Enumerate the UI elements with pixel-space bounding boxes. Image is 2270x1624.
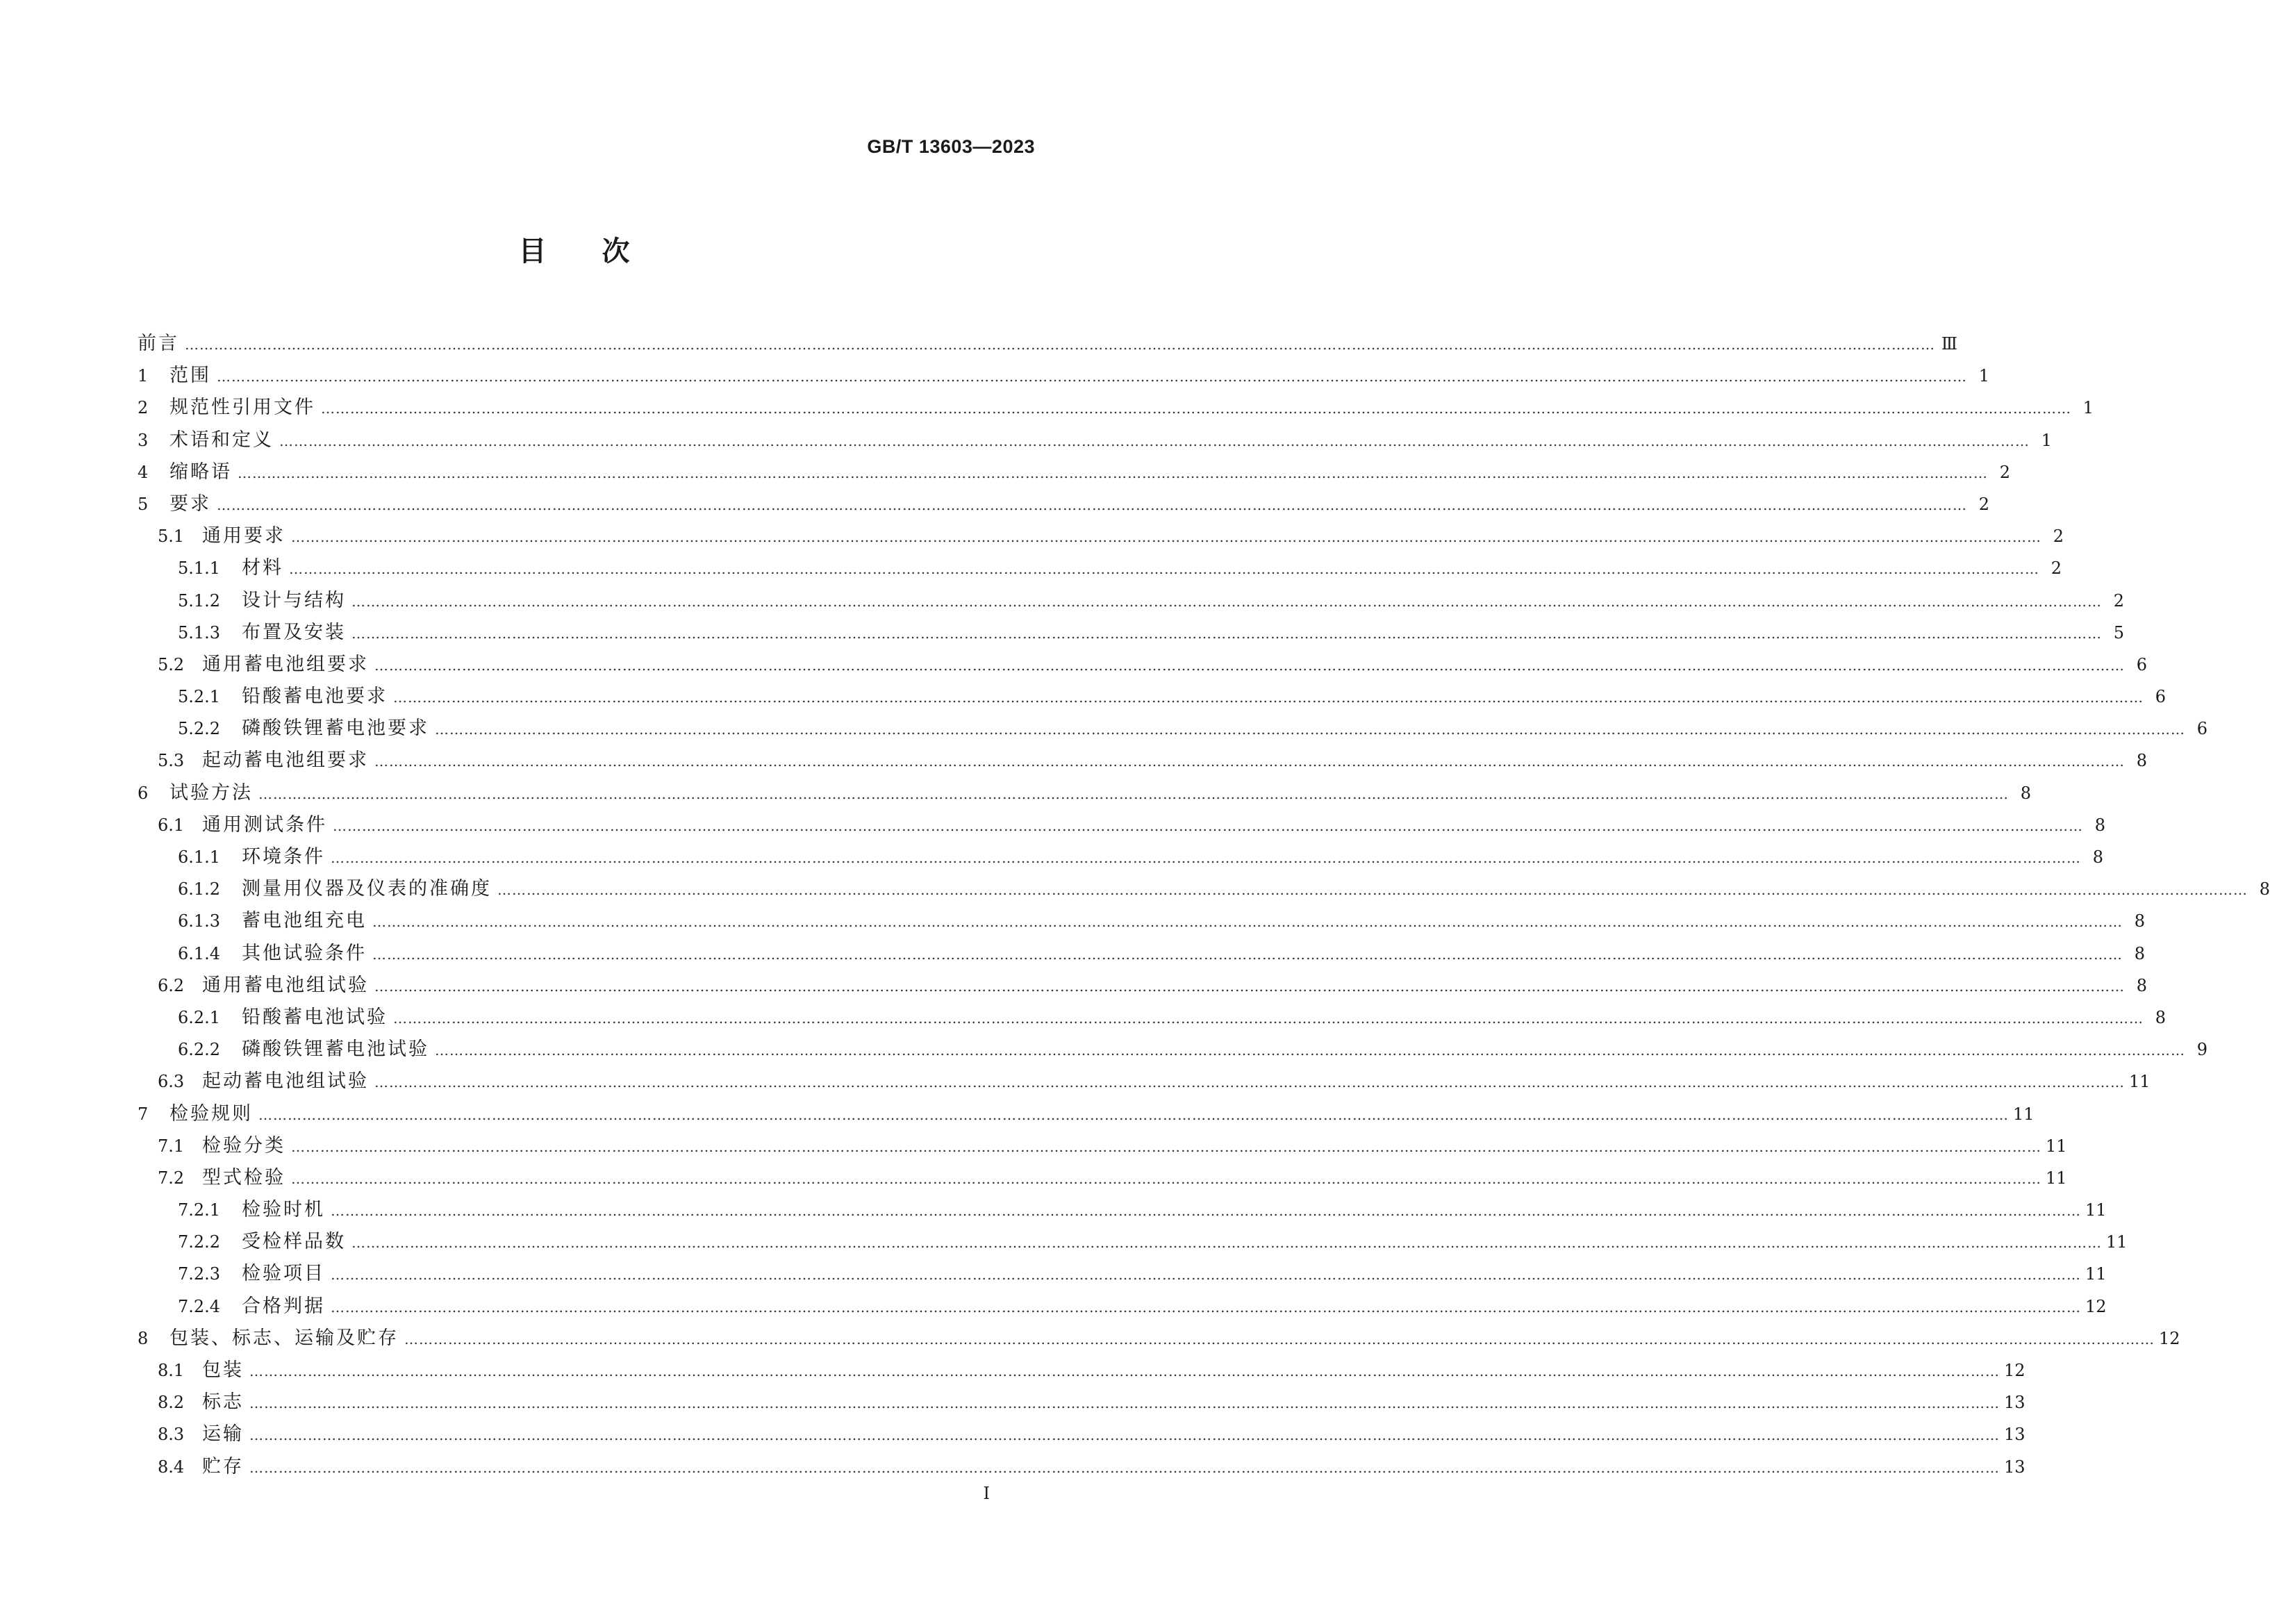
toc-entry-title: 设计与结构	[242, 589, 346, 611]
toc-leader-dots: ………………………………………………………………………………………………………………………………………………………………………………………………………………………………………………………………………………………………………………………………	[291, 1170, 2041, 1187]
toc-entry-number: 5.3	[158, 751, 185, 771]
toc-entry-page: 8	[2136, 975, 2147, 995]
toc-leader-dots: ………………………………………………………………………………………………………………………………………………………………………………………………………………………………………………………………………………………………………………………………	[331, 1202, 2081, 1220]
toc-entry-number: 5.1	[158, 527, 185, 547]
toc-entry-title: 检验规则	[169, 1102, 253, 1125]
toc-entry-title: 磷酸铁锂蓄电池试验	[242, 1038, 429, 1061]
toc-entry-number: 5.1.3	[178, 622, 221, 643]
toc-entry-number: 6	[138, 783, 149, 803]
toc-entry-page: Ⅲ	[1941, 334, 1957, 354]
toc-entry-number: 2	[138, 398, 149, 418]
toc-entry-page: 11	[2106, 1232, 2128, 1252]
toc-entry-title: 检验分类	[202, 1134, 285, 1157]
toc-entry-title: 起动蓄电池组要求	[202, 749, 369, 772]
toc-entry-title: 缩略语	[169, 461, 232, 483]
toc-leader-dots: ………………………………………………………………………………………………………………………………………………………………………………………………………………………………………………………………………………………………………………………………	[258, 785, 2009, 802]
toc-entry[interactable]	[138, 777, 2031, 809]
toc-entry-number: 6.2.1	[178, 1007, 221, 1027]
toc-leader-dots: ………………………………………………………………………………………………………………………………………………………………………………………………………………………………………………………………………………………………………………………………	[435, 1042, 2185, 1059]
toc-entry[interactable]	[138, 360, 1989, 392]
toc-entry[interactable]	[138, 488, 1989, 520]
toc-entry-number: 6.2	[158, 975, 185, 995]
toc-leader-dots: ………………………………………………………………………………………………………………………………………………………………………………………………………………………………………………………………………………………………………………………………	[289, 561, 2039, 578]
toc-entry-number: 5.2.2	[178, 719, 221, 739]
toc-entry[interactable]	[138, 1034, 2207, 1066]
toc-entry-page: 2	[1978, 494, 1989, 514]
toc-entry-title: 型式检验	[202, 1166, 285, 1188]
toc-entry-title: 测量用仪器及仪表的准确度	[242, 878, 492, 900]
toc-entry-title: 其他试验条件	[242, 942, 367, 964]
toc-entry-number: 5	[138, 494, 149, 514]
toc-entry-title: 术语和定义	[169, 429, 274, 451]
toc-leader-dots: ………………………………………………………………………………………………………………………………………………………………………………………………………………………………………………………………………………………………………………………………	[374, 753, 2125, 770]
toc-entry-number: 7.2.2	[178, 1232, 221, 1252]
toc-leader-dots: ………………………………………………………………………………………………………………………………………………………………………………………………………………………………………………………………………………………………………………………………	[372, 913, 2123, 931]
toc-entry[interactable]	[138, 552, 2062, 584]
toc-leader-dots: ………………………………………………………………………………………………………………………………………………………………………………………………………………………………………………………………………………………………………………………………	[321, 400, 2071, 417]
toc-entry-number: 6.1.2	[178, 879, 221, 900]
toc-entry-page: 2	[2053, 527, 2064, 547]
toc-entry[interactable]	[138, 1162, 2067, 1194]
toc-entry-number: 8.2	[158, 1393, 185, 1413]
toc-entry-title: 通用蓄电池组要求	[202, 653, 369, 675]
toc-leader-dots: ………………………………………………………………………………………………………………………………………………………………………………………………………………………………………………………………………………………………………………………………	[372, 945, 2123, 963]
toc-entry-page: 1	[2041, 430, 2052, 450]
toc-entry[interactable]	[138, 1226, 2128, 1258]
toc-entry-page: 11	[2046, 1168, 2067, 1188]
toc-leader-dots: ………………………………………………………………………………………………………………………………………………………………………………………………………………………………………………………………………………………………………………………………	[249, 1459, 2000, 1476]
toc-entry-page: 5	[2113, 622, 2124, 643]
toc-leader-dots: ………………………………………………………………………………………………………………………………………………………………………………………………………………………………………………………………………………………………………………………………	[331, 1298, 2081, 1316]
toc-entry-page: 2	[2051, 558, 2062, 579]
toc-entry-title: 规范性引用文件	[169, 397, 315, 419]
toc-entry[interactable]	[138, 1066, 2151, 1097]
toc-leader-dots: ………………………………………………………………………………………………………………………………………………………………………………………………………………………………………………………………………………………………………………………………	[238, 464, 1988, 481]
toc-entry[interactable]	[138, 424, 2052, 456]
toc-leader-dots: ………………………………………………………………………………………………………………………………………………………………………………………………………………………………………………………………………………………………………………………………	[291, 529, 2041, 546]
toc-entry-page: 12	[2004, 1361, 2025, 1380]
toc-entry-page: 11	[2046, 1136, 2067, 1156]
toc-entry-title: 标志	[202, 1391, 244, 1414]
toc-entry[interactable]	[138, 938, 2145, 970]
toc-entry-number: 7.2.4	[178, 1296, 221, 1316]
toc-leader-dots: ………………………………………………………………………………………………………………………………………………………………………………………………………………………………………………………………………………………………………………………………	[249, 1363, 2000, 1379]
toc-entry[interactable]	[138, 617, 2124, 649]
toc-leader-dots: ………………………………………………………………………………………………………………………………………………………………………………………………………………………………………………………………………………………………………………………………	[331, 850, 2081, 866]
toc-leader-dots: ………………………………………………………………………………………………………………………………………………………………………………………………………………………………………………………………………………………………………………………………	[404, 1330, 2155, 1348]
toc-entry-title: 起动蓄电池组试验	[202, 1070, 369, 1093]
toc-entry-number: 7.2.3	[178, 1264, 221, 1284]
toc-entry-number: 6.1	[158, 815, 185, 835]
toc-entry-title: 范围	[169, 365, 211, 387]
toc-entry-page: 8	[2259, 879, 2270, 900]
toc-entry[interactable]	[138, 456, 2010, 488]
toc-entry[interactable]	[138, 970, 2147, 1002]
toc-entry[interactable]	[138, 809, 2105, 841]
toc-leader-dots: ………………………………………………………………………………………………………………………………………………………………………………………………………………………………………………………………………………………………………………………………	[185, 336, 1935, 353]
toc-entry[interactable]	[138, 1258, 2107, 1290]
toc-leader-dots: ………………………………………………………………………………………………………………………………………………………………………………………………………………………………………………………………………………………………………………………………	[249, 1395, 2000, 1412]
toc-entry-page: 6	[2136, 654, 2147, 674]
toc-entry[interactable]	[138, 1098, 2035, 1130]
toc-entry-page: 8	[2020, 783, 2031, 803]
toc-entry[interactable]	[138, 745, 2147, 777]
toc-entry-title: 受检样品数	[242, 1231, 346, 1253]
toc-leader-dots: ………………………………………………………………………………………………………………………………………………………………………………………………………………………………………………………………………………………………………………………………	[217, 496, 1967, 513]
toc-entry-page: 2	[2113, 590, 2124, 611]
toc-entry-page: 2	[1999, 462, 2010, 482]
toc-entry-number: 7.2	[158, 1168, 185, 1188]
toc-entry[interactable]	[138, 1291, 2107, 1323]
toc-entry-title: 包装、标志、运输及贮存	[169, 1327, 399, 1349]
toc-entry-page: 11	[2013, 1104, 2035, 1124]
toc-entry-number: 8	[138, 1328, 149, 1348]
toc-entry-page: 8	[2134, 943, 2145, 963]
toc-leader-dots: ………………………………………………………………………………………………………………………………………………………………………………………………………………………………………………………………………………………………………………………………	[258, 1106, 2009, 1123]
toc-entry[interactable]	[138, 649, 2147, 681]
toc-entry-page: 8	[2094, 815, 2105, 835]
toc-entry[interactable]	[138, 905, 2145, 937]
toc-leader-dots: ………………………………………………………………………………………………………………………………………………………………………………………………………………………………………………………………………………………………………………………………	[249, 1427, 2000, 1444]
toc-entry-title: 环境条件	[242, 846, 325, 868]
toc-entry[interactable]	[138, 520, 2064, 552]
toc-entry-page: 6	[2196, 719, 2207, 739]
toc-entry[interactable]	[138, 841, 2103, 873]
toc-entry-title: 蓄电池组充电	[242, 910, 367, 932]
toc-entry-page: 8	[2136, 751, 2147, 771]
toc-entry[interactable]	[138, 328, 1957, 360]
table-of-contents	[138, 328, 2270, 1483]
toc-leader-dots: ………………………………………………………………………………………………………………………………………………………………………………………………………………………………………………………………………………………………………………………………	[374, 656, 2125, 674]
toc-leader-dots: ………………………………………………………………………………………………………………………………………………………………………………………………………………………………………………………………………………………………………………………………	[291, 1138, 2041, 1155]
toc-entry-title: 通用测试条件	[202, 813, 327, 836]
toc-leader-dots: ………………………………………………………………………………………………………………………………………………………………………………………………………………………………………………………………………………………………………………………………	[374, 977, 2125, 995]
toc-leader-dots: ………………………………………………………………………………………………………………………………………………………………………………………………………………………………………………………………………………………………………………………………	[279, 432, 2030, 449]
toc-entry[interactable]	[138, 392, 2094, 424]
toc-leader-dots: ………………………………………………………………………………………………………………………………………………………………………………………………………………………………………………………………………………………………………………………………	[374, 1074, 2125, 1091]
toc-entry[interactable]	[138, 1386, 2025, 1418]
toc-leader-dots: ………………………………………………………………………………………………………………………………………………………………………………………………………………………………………………………………………………………………………………………………	[351, 593, 2102, 610]
toc-entry-number: 8.3	[158, 1425, 185, 1445]
toc-entry-number: 5.2	[158, 654, 185, 674]
toc-entry-page: 1	[1978, 366, 1989, 386]
toc-entry-number: 6.3	[158, 1072, 185, 1092]
toc-entry-title: 通用蓄电池组试验	[202, 974, 369, 996]
toc-leader-dots: ………………………………………………………………………………………………………………………………………………………………………………………………………………………………………………………………………………………………………………………………	[393, 1009, 2144, 1027]
toc-entry-page: 11	[2085, 1200, 2107, 1220]
toc-entry[interactable]	[138, 1130, 2067, 1162]
toc-entry-title: 前言	[138, 333, 179, 354]
toc-entry-page: 1	[2082, 398, 2094, 418]
toc-entry[interactable]	[138, 585, 2124, 617]
toc-entry-page: 8	[2134, 911, 2145, 931]
toc-entry-title: 材料	[242, 557, 283, 579]
toc-entry-number: 8.4	[158, 1457, 185, 1477]
toc-entry-title: 试验方法	[169, 781, 253, 804]
toc-entry-page: 9	[2196, 1040, 2207, 1060]
toc-entry-number: 5.1.1	[178, 558, 221, 579]
toc-entry-number: 6.1.4	[178, 943, 221, 963]
toc-entry-page: 8	[2155, 1007, 2166, 1027]
toc-entry-page: 6	[2155, 687, 2166, 707]
toc-entry-title: 通用要求	[202, 525, 285, 547]
toc-entry-number: 7	[138, 1104, 149, 1124]
toc-entry-title: 磷酸铁锂蓄电池要求	[242, 718, 429, 740]
toc-entry[interactable]	[138, 1354, 2025, 1386]
toc-title: 目次	[518, 235, 686, 267]
toc-entry-title: 布置及安装	[242, 621, 346, 643]
toc-entry-page: 13	[2004, 1425, 2025, 1445]
toc-entry[interactable]	[138, 1194, 2107, 1226]
toc-entry-title: 铅酸蓄电池试验	[242, 1006, 388, 1028]
toc-leader-dots: ………………………………………………………………………………………………………………………………………………………………………………………………………………………………………………………………………………………………………………………………	[217, 368, 1967, 386]
toc-entry[interactable]	[138, 1418, 2025, 1450]
toc-entry[interactable]	[138, 873, 2270, 905]
toc-leader-dots: ………………………………………………………………………………………………………………………………………………………………………………………………………………………………………………………………………………………………………………………………	[435, 721, 2185, 738]
toc-entry[interactable]	[138, 713, 2207, 745]
toc-entry-number: 7.1	[158, 1136, 185, 1156]
toc-entry-page: 11	[2129, 1072, 2151, 1092]
standard-code: GB/T 13603—2023	[867, 136, 1035, 157]
toc-entry-number: 6.2.2	[178, 1040, 221, 1060]
toc-entry-title: 包装	[202, 1359, 244, 1381]
toc-entry-page: 12	[2159, 1328, 2180, 1348]
toc-leader-dots: ………………………………………………………………………………………………………………………………………………………………………………………………………………………………………………………………………………………………………………………………	[351, 1234, 2102, 1252]
toc-entry-title: 合格判据	[242, 1295, 325, 1317]
toc-leader-dots: ………………………………………………………………………………………………………………………………………………………………………………………………………………………………………………………………………………………………………………………………	[333, 817, 2083, 834]
toc-entry-title: 铅酸蓄电池要求	[242, 686, 388, 708]
toc-entry-page: 13	[2004, 1393, 2025, 1413]
toc-entry-title: 检验项目	[242, 1263, 325, 1285]
toc-entry-number: 5.1.2	[178, 590, 221, 611]
toc-entry[interactable]	[138, 1323, 2180, 1354]
toc-leader-dots: ………………………………………………………………………………………………………………………………………………………………………………………………………………………………………………………………………………………………………………………………	[331, 1266, 2081, 1284]
toc-entry-number: 6.1.1	[178, 847, 221, 867]
toc-entry[interactable]	[138, 1451, 2025, 1483]
page-number: I	[983, 1484, 990, 1503]
toc-entry-number: 5.2.1	[178, 687, 221, 707]
toc-entry-number: 8.1	[158, 1361, 185, 1380]
toc-entry-title: 要求	[169, 492, 211, 515]
toc-entry-number: 7.2.1	[178, 1200, 221, 1220]
toc-entry-page: 8	[2092, 847, 2103, 867]
toc-entry-page: 11	[2085, 1264, 2107, 1284]
toc-entry[interactable]	[138, 681, 2166, 713]
toc-leader-dots: ………………………………………………………………………………………………………………………………………………………………………………………………………………………………………………………………………………………………………………………………	[351, 624, 2102, 642]
toc-entry-title: 贮存	[202, 1455, 244, 1477]
toc-entry-number: 3	[138, 430, 149, 450]
toc-entry-number: 4	[138, 462, 149, 482]
toc-entry[interactable]	[138, 1002, 2166, 1034]
toc-entry-number: 6.1.3	[178, 911, 221, 931]
toc-leader-dots: ………………………………………………………………………………………………………………………………………………………………………………………………………………………………………………………………………………………………………………………………	[497, 881, 2248, 899]
toc-leader-dots: ………………………………………………………………………………………………………………………………………………………………………………………………………………………………………………………………………………………………………………………………	[393, 689, 2144, 706]
toc-entry-title: 运输	[202, 1423, 244, 1445]
toc-entry-page: 12	[2085, 1296, 2107, 1316]
toc-entry-page: 13	[2004, 1457, 2025, 1477]
toc-entry-title: 检验时机	[242, 1199, 325, 1221]
toc-entry-number: 1	[138, 366, 149, 386]
